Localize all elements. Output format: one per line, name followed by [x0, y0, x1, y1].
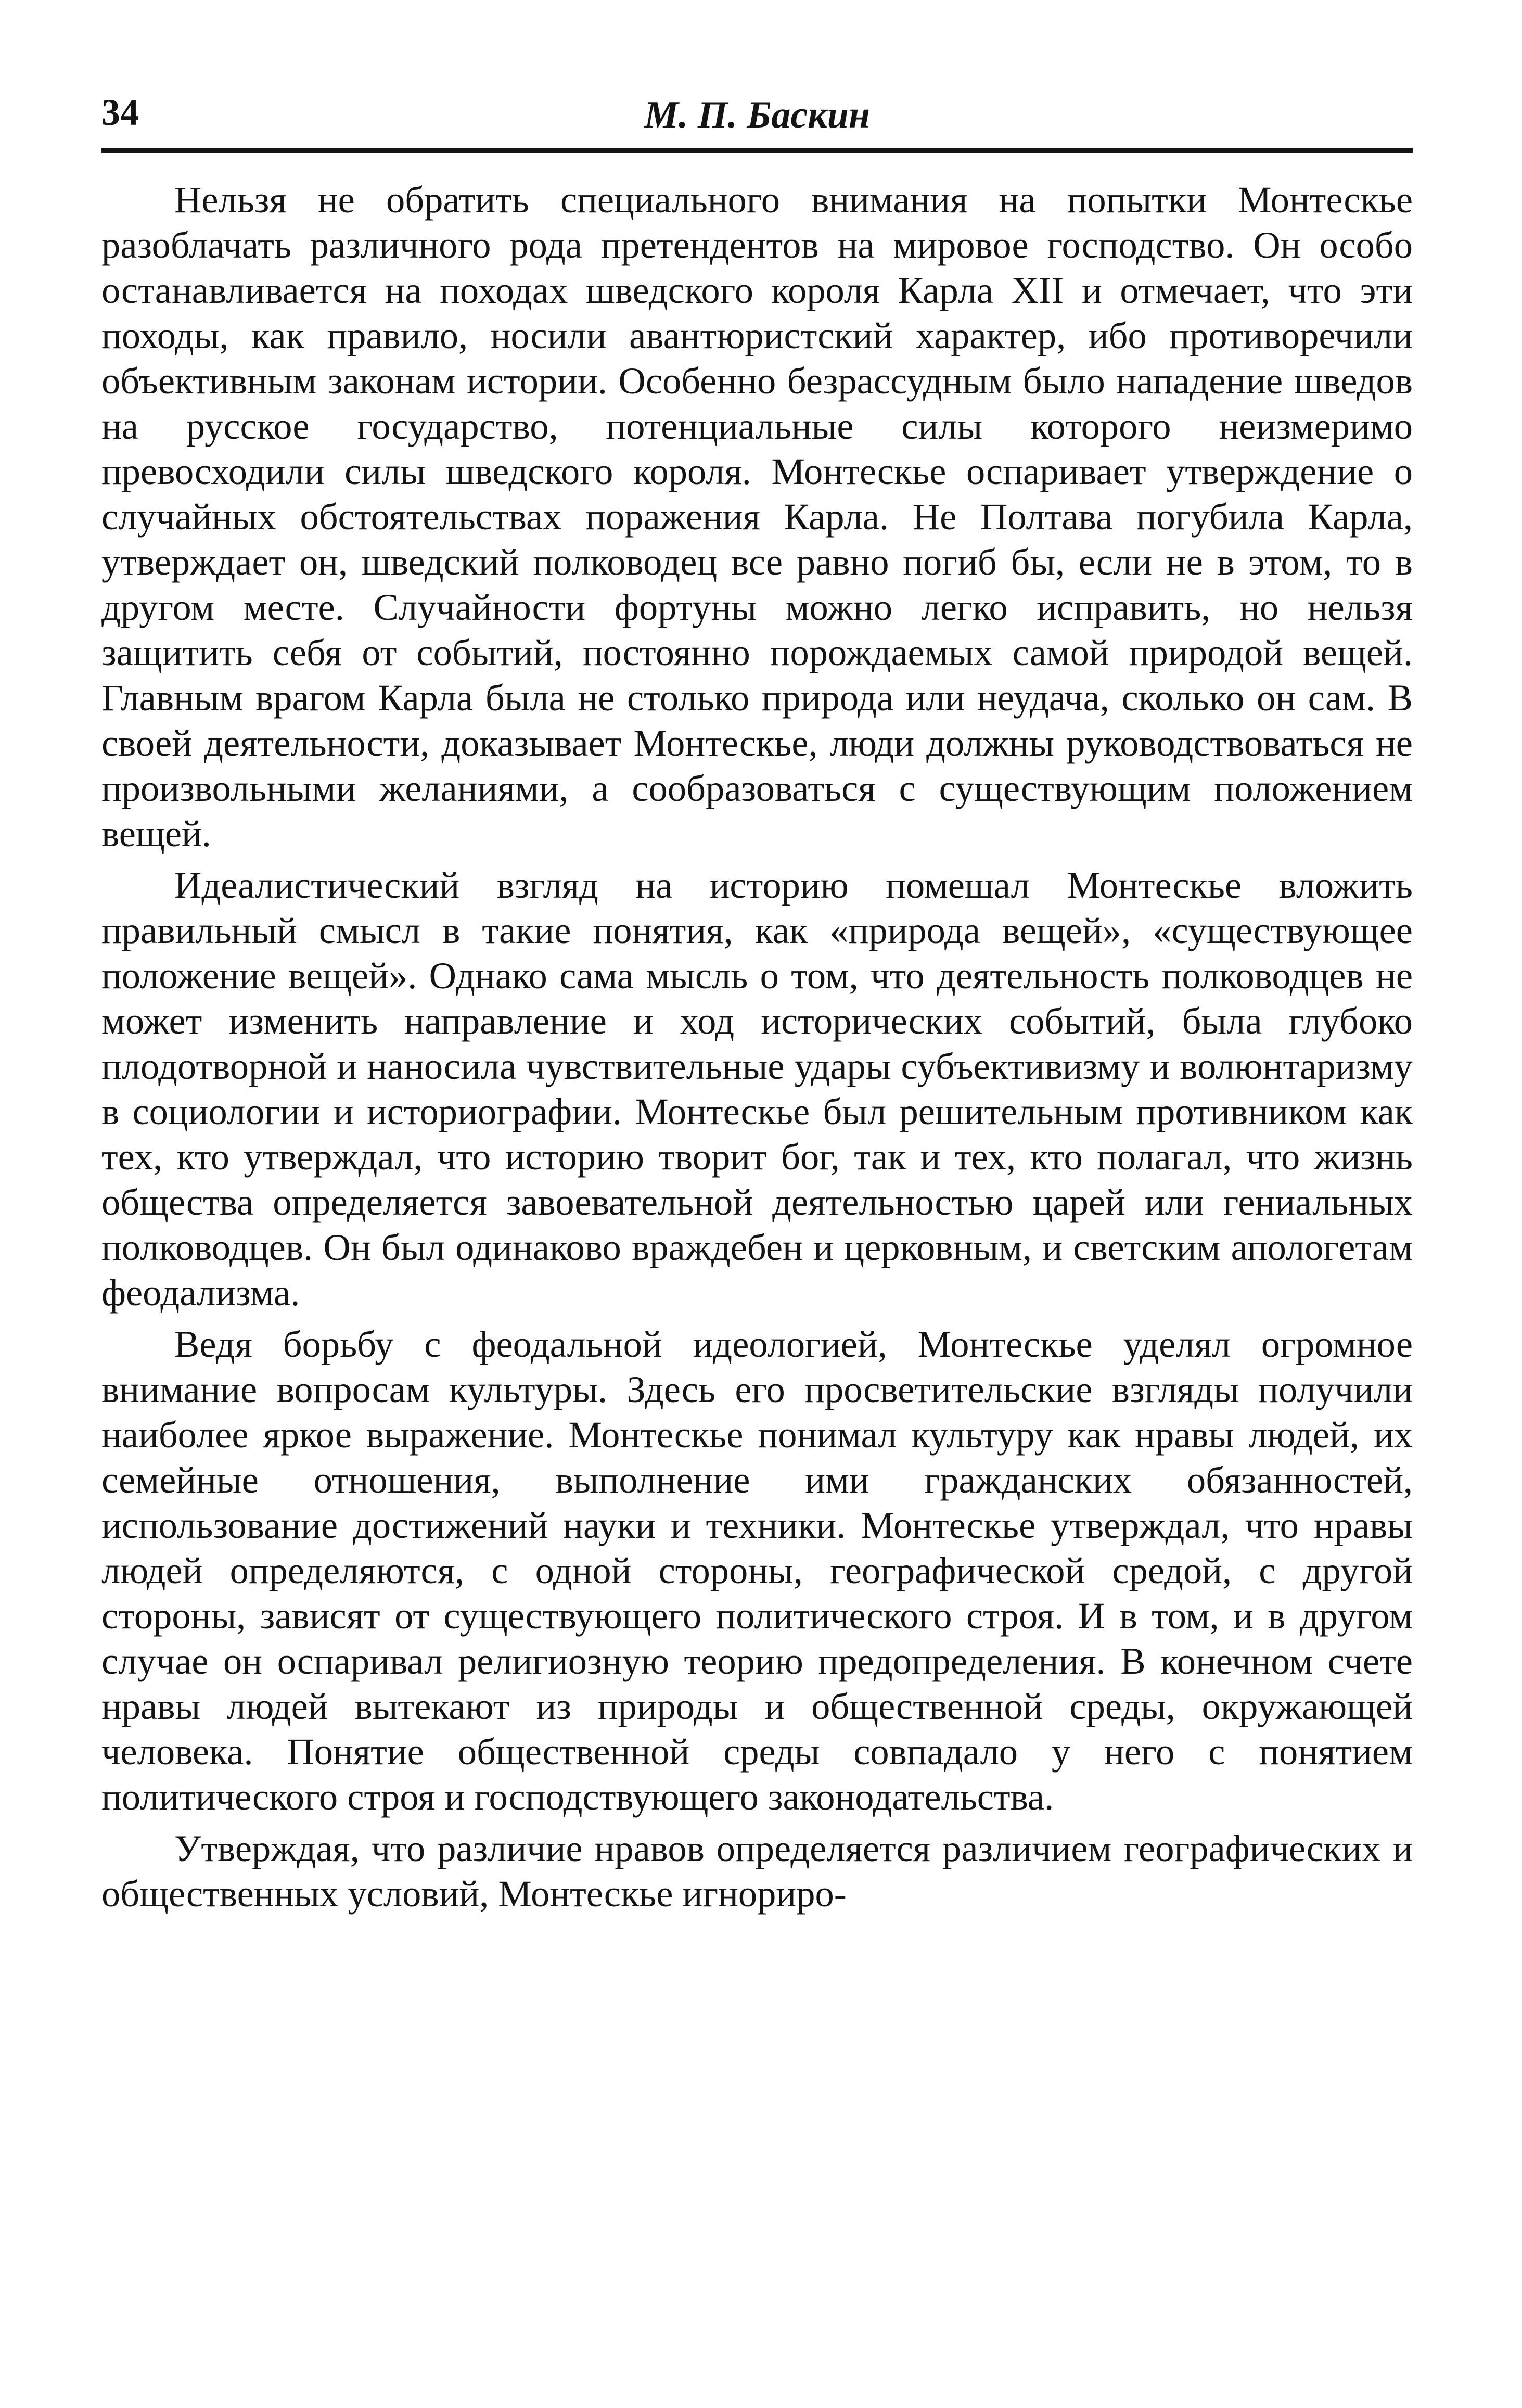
header-rule	[101, 148, 1413, 153]
paragraph: Ведя борьбу с феодальной идеологией, Монтескье уделял огромное внимание вопросам культуры. Здесь его просветительские взгляды получили наиболее яркое выражение. Монтескье понимал культуру как нравы людей, их семейные отношения, выполнение ими гражданских обязанностей, использование достижений науки и техники. Монтескье утверждал, что нравы людей определяются, с одной стороны, географической средой, с другой стороны, зависят от существующего политического строя. И в том, и в другом случае он оспаривал религиозную теорию предопределения. В конечном счете нравы людей вытекают из природы и общественной среды, окружающей человека. Понятие общественной среды совпадало у него с понятием политического строя и господствующего законодательства.	[101, 1323, 1413, 1818]
paragraph: Нельзя не обратить специального внимания на попытки Монтескье разоблачать различного рода претендентов на мировое господство. Он особо останавливается на походах шведского короля Карла XII и отмечает, что эти походы, как правило, носили авантюристский характер, ибо противоречили объективным законам истории. Особенно безрассудным было нападение шведов на русское государство, потенциальные силы которого неизмеримо превосходили силы шведского короля. Монтескье оспаривает утверждение о случайных обстоятельствах поражения Карла. Не Полтава погубила Карла, утверждает он, шведский полководец все равно погиб бы, если не в этом, то в другом месте. Случайности фортуны можно легко исправить, но нельзя защитить себя от событий, постоянно порождаемых самой природой вещей. Главным врагом Карла была не столько природа или неудача, сколько он сам. В своей деятельности, доказывает Монтескье, люди должны руководствоваться не произвольными желаниями, а сообразоваться с существующим положением вещей.	[101, 179, 1413, 855]
book-page	[101, 78, 1413, 1922]
paragraph: Идеалистический взгляд на историю помешал Монтескье вложить правильный смысл в такие понятия, как «природа вещей», «существующее положение вещей». Однако сама мысль о том, что деятельность полководцев не может изменить направление и ход исторических событий, была глубоко плодотворной и наносила чувствительные удары субъективизму и волюнтаризму в социологии и историографии. Монтескье был решительным противником как тех, кто утверждал, что историю творит бог, так и тех, кто полагал, что жизнь общества определяется завоевательной деятельностью царей или гениальных полководцев. Он был одинаково враждебен и церковным, и светским апологетам феодализма.	[101, 864, 1413, 1314]
paragraph: Утверждая, что различие нравов определяется различием географических и общественных условий, Монтескье игнориро-	[101, 1827, 1413, 1915]
page-header	[101, 78, 1413, 151]
page-number: 34	[101, 92, 139, 133]
running-title: М. П. Баскин	[644, 94, 870, 136]
body-text	[101, 177, 1413, 1916]
